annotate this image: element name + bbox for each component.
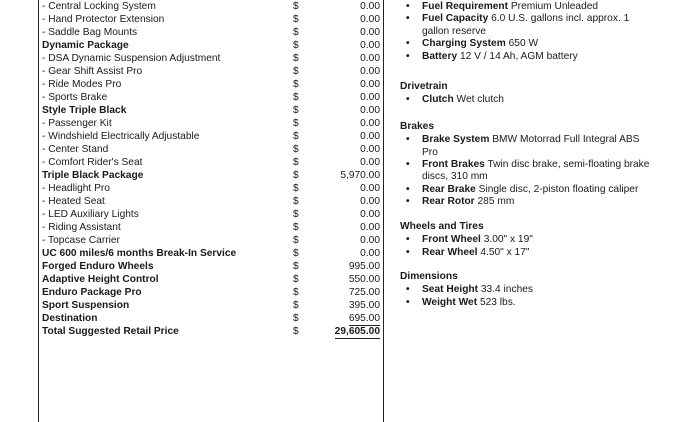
spec-value: 4.50" x 17" (480, 246, 530, 258)
bullet: • (406, 246, 410, 258)
package-label: Dynamic Package (42, 40, 129, 51)
option-price: 0.00 (360, 66, 380, 77)
spec-value: 3.00" x 19" (483, 234, 533, 246)
option-label: - Hand Protector Extension (42, 14, 165, 25)
spec-value: 650 W (508, 38, 539, 50)
bullet: • (406, 134, 410, 146)
option-label: - Windshield Electrically Adjustable (42, 131, 200, 142)
package-price: 5,970.00 (340, 170, 380, 181)
package-label: Enduro Package Pro (42, 287, 142, 298)
currency-symbol: $ (293, 183, 299, 194)
price-row (42, 26, 382, 39)
price-row (42, 78, 382, 91)
currency-symbol: $ (293, 287, 299, 298)
left-border-line (38, 0, 39, 422)
package-row (42, 39, 382, 52)
spec-value: Single disc, 2-piston floating caliper (478, 183, 639, 195)
spec-item (400, 134, 650, 159)
package-label: Destination (42, 313, 98, 324)
price-row (42, 143, 382, 156)
option-price: 0.00 (360, 131, 380, 142)
option-price: 0.00 (360, 196, 380, 207)
price-row (42, 65, 382, 78)
currency-symbol: $ (293, 222, 299, 233)
currency-symbol: $ (293, 170, 299, 181)
price-row (42, 52, 382, 65)
price-row (42, 195, 382, 208)
bullet: • (406, 50, 410, 62)
option-price: 0.00 (360, 235, 380, 246)
spec-key: Charging System (422, 38, 506, 50)
price-row (42, 130, 382, 143)
currency-symbol: $ (293, 79, 299, 90)
currency-symbol: $ (293, 27, 299, 38)
spec-item (400, 234, 650, 246)
package-price: 725.00 (348, 287, 380, 298)
option-label: - Headlight Pro (42, 183, 110, 194)
currency-symbol: $ (293, 105, 299, 116)
spec-item (400, 297, 650, 309)
spec-item (400, 13, 650, 38)
spec-value: 523 lbs. (479, 296, 516, 308)
currency-symbol: $ (293, 1, 299, 12)
price-row (42, 0, 382, 13)
bullet: • (406, 38, 410, 50)
option-label: - DSA Dynamic Suspension Adjustment (42, 53, 221, 64)
option-label: - Comfort Rider's Seat (42, 157, 143, 168)
spec-item (400, 38, 650, 50)
bullet: • (406, 296, 410, 308)
package-row (42, 260, 382, 273)
package-row (42, 247, 382, 260)
package-row (42, 104, 382, 117)
currency-symbol: $ (293, 300, 299, 311)
currency-symbol: $ (293, 118, 299, 129)
price-row (42, 234, 382, 247)
spec-key: Fuel Capacity (422, 13, 489, 25)
bullet: • (406, 234, 410, 246)
price-row (42, 208, 382, 221)
spec-item (400, 1, 650, 13)
spec-item (400, 159, 650, 184)
option-price: 0.00 (360, 92, 380, 103)
currency-symbol: $ (293, 131, 299, 142)
currency-symbol: $ (293, 261, 299, 272)
bullet: • (406, 183, 410, 195)
spec-key: Seat Height (422, 284, 479, 296)
spec-item (400, 247, 650, 259)
price-row (42, 117, 382, 130)
spec-key: Clutch (422, 94, 454, 106)
currency-symbol: $ (293, 66, 299, 77)
spec-key: Front Wheel (422, 234, 481, 246)
package-label: Triple Black Package (42, 170, 144, 181)
option-label: - Heated Seat (42, 196, 105, 207)
option-label: - LED Auxiliary Lights (42, 209, 139, 220)
package-price: 0.00 (360, 105, 380, 116)
spec-key: Brake System (422, 134, 490, 146)
currency-symbol: $ (293, 14, 299, 25)
price-row (42, 91, 382, 104)
price-list (42, 0, 382, 338)
price-row (42, 221, 382, 234)
option-label: - Topcase Carrier (42, 235, 120, 246)
option-label: - Ride Modes Pro (42, 79, 122, 90)
spec-item (400, 94, 650, 106)
spec-value: Premium Unleaded (510, 1, 599, 12)
currency-symbol: $ (293, 209, 299, 220)
option-price: 0.00 (360, 118, 380, 129)
total-label: Total Suggested Retail Price (42, 326, 179, 337)
option-price: 0.00 (360, 79, 380, 90)
currency-symbol: $ (293, 274, 299, 285)
option-label: - Gear Shift Assist Pro (42, 66, 143, 77)
option-price: 0.00 (360, 27, 380, 38)
option-price: 0.00 (360, 144, 380, 155)
spec-value: 12 V / 14 Ah, AGM battery (459, 50, 578, 62)
bullet: • (406, 284, 410, 296)
total-price: 29,605.00 (334, 326, 380, 337)
spec-value: Twin disc brake, semi-floating brake discs, 310 mm (422, 159, 650, 183)
option-price: 0.00 (360, 53, 380, 64)
spec-heading: Wheels and Tires (400, 220, 484, 232)
bullet: • (406, 1, 410, 12)
package-row (42, 312, 382, 325)
package-price: 550.00 (348, 274, 380, 285)
spec-key: Fuel Requirement (422, 1, 509, 12)
option-label: - Riding Assistant (42, 222, 121, 233)
currency-symbol: $ (293, 53, 299, 64)
bullet: • (406, 159, 410, 171)
spec-item (400, 51, 650, 63)
option-label: - Sports Brake (42, 92, 108, 103)
spec-heading: Dimensions (400, 270, 458, 282)
price-row (42, 13, 382, 26)
package-price: 0.00 (360, 248, 380, 259)
option-label: - Saddle Bag Mounts (42, 27, 138, 38)
option-price: 0.00 (360, 183, 380, 194)
currency-symbol: $ (293, 326, 299, 337)
spec-key: Front Brakes (422, 159, 485, 171)
package-row (42, 299, 382, 312)
package-label: Adaptive Height Control (42, 274, 159, 285)
spec-item (400, 184, 650, 196)
spec-section-wheels (400, 221, 650, 259)
spec-value: Wet clutch (456, 94, 504, 106)
currency-symbol: $ (293, 157, 299, 168)
spec-section-engine-misc (400, 1, 650, 63)
option-price: 0.00 (360, 1, 380, 12)
destination-price: 695.00 (348, 313, 380, 324)
currency-symbol: $ (293, 248, 299, 259)
currency-symbol: $ (293, 144, 299, 155)
total-row (42, 325, 382, 338)
option-price: 0.00 (360, 157, 380, 168)
currency-symbol: $ (293, 235, 299, 246)
option-label: - Central Locking System (42, 1, 156, 12)
option-label: - Passenger Kit (42, 118, 112, 129)
option-price: 0.00 (360, 222, 380, 233)
package-label: UC 600 miles/6 months Break-In Service (42, 248, 237, 259)
package-label: Style Triple Black (42, 105, 127, 116)
currency-symbol: $ (293, 313, 299, 324)
spec-key: Rear Wheel (422, 246, 478, 258)
bullet: • (406, 196, 410, 208)
spec-item (400, 284, 650, 296)
spec-section-brakes (400, 121, 650, 209)
bullet: • (406, 94, 410, 106)
currency-symbol: $ (293, 40, 299, 51)
price-row (42, 156, 382, 169)
package-row (42, 169, 382, 182)
spec-section-drivetrain (400, 81, 650, 107)
package-price: 995.00 (348, 261, 380, 272)
spec-key: Battery (422, 50, 458, 62)
spec-value: 6.0 U.S. gallons incl. approx. 1 gallon reserve (422, 13, 630, 37)
currency-symbol: $ (293, 196, 299, 207)
spec-key: Rear Rotor (422, 196, 475, 208)
spec-value: 285 mm (477, 196, 515, 208)
package-row (42, 273, 382, 286)
specifications (400, 0, 650, 309)
price-row (42, 182, 382, 195)
spec-key: Weight Wet (422, 296, 478, 308)
column-divider-line (383, 0, 384, 422)
spec-heading: Brakes (400, 120, 434, 132)
spec-value: BMW Motorrad Full Integral ABS Pro (422, 134, 640, 158)
package-price: 0.00 (360, 40, 380, 51)
option-price: 0.00 (360, 14, 380, 25)
package-label: Forged Enduro Wheels (42, 261, 154, 272)
spec-section-dimensions (400, 271, 650, 309)
spec-key: Rear Brake (422, 183, 476, 195)
bullet: • (406, 13, 410, 25)
package-price: 395.00 (348, 300, 380, 311)
spec-item (400, 196, 650, 208)
option-label: - Center Stand (42, 144, 109, 155)
spec-heading: Drivetrain (400, 81, 448, 93)
option-price: 0.00 (360, 209, 380, 220)
spec-value: 33.4 inches (480, 284, 533, 296)
currency-symbol: $ (293, 92, 299, 103)
package-row (42, 286, 382, 299)
package-label: Sport Suspension (42, 300, 130, 311)
